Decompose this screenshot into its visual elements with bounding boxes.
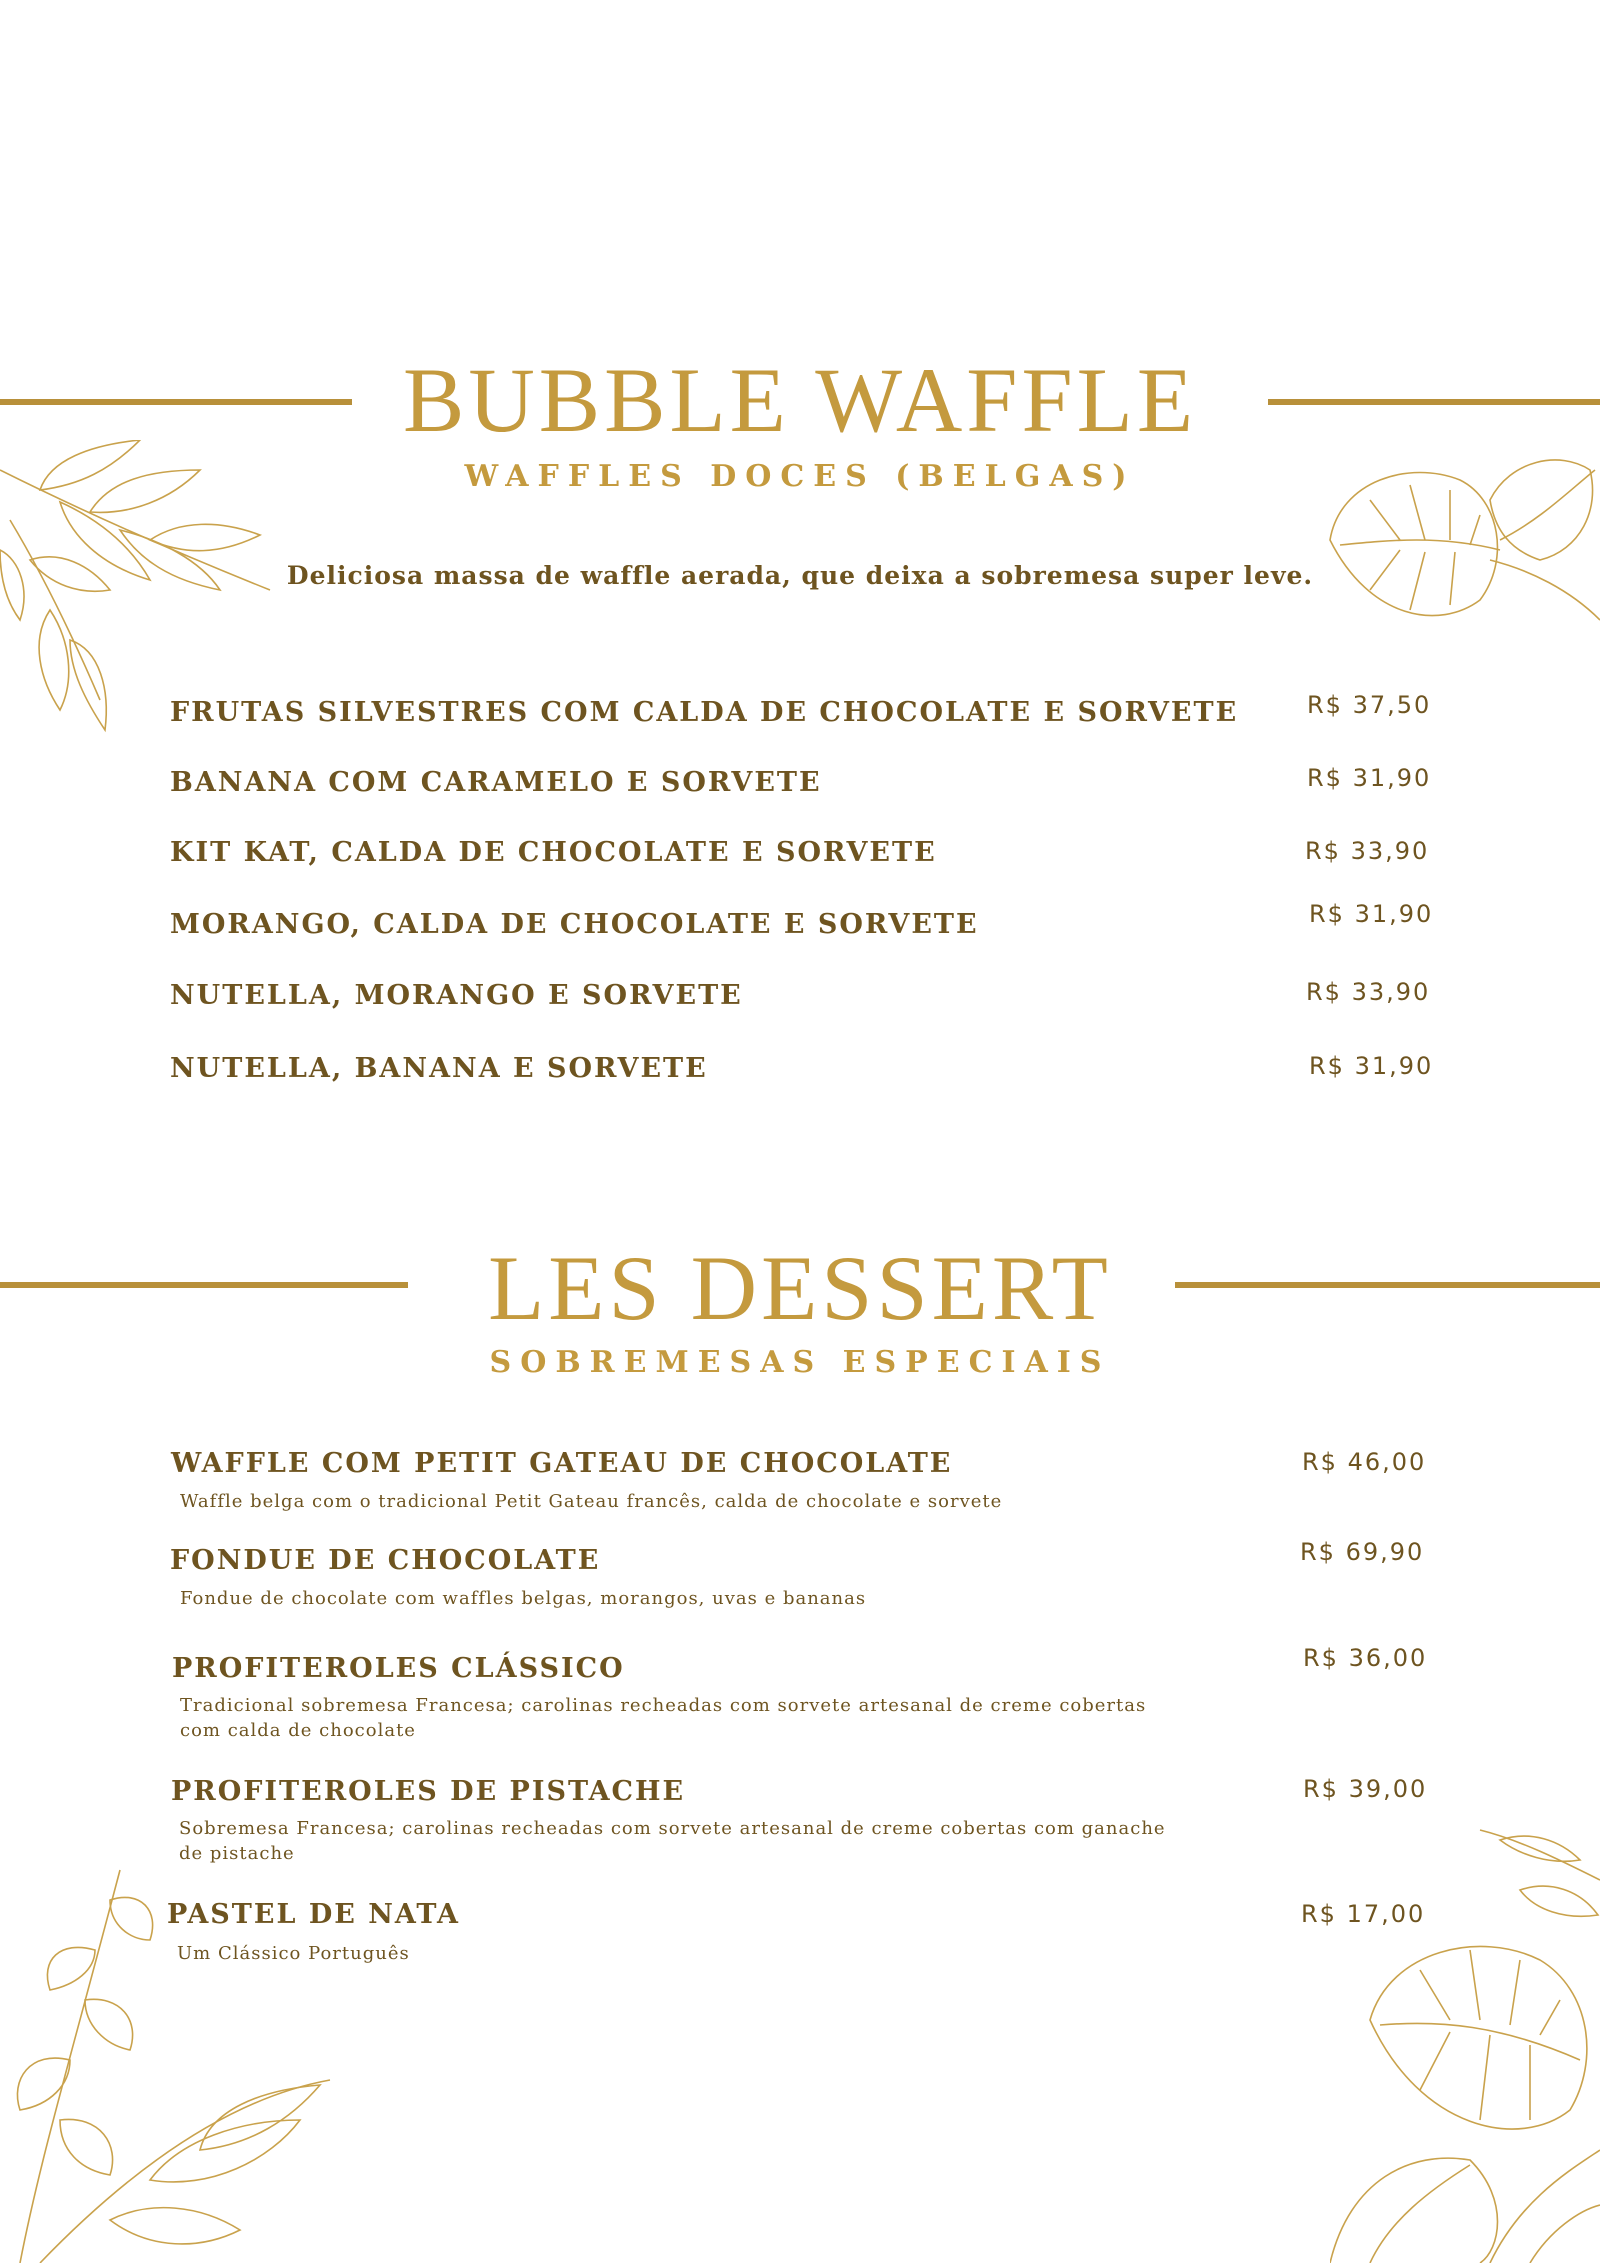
menu-item-price: R$ 31,90	[1309, 1052, 1434, 1080]
section-title: LES DESSERT	[488, 1237, 1112, 1339]
menu-item-price: R$ 33,90	[1306, 978, 1431, 1006]
menu-item-description: Fondue de chocolate com waffles belgas, morangos, uvas e bananas	[180, 1588, 867, 1609]
menu-item-description: Waffle belga com o tradicional Petit Gateau francês, calda de chocolate e sorvete	[180, 1491, 1003, 1512]
menu-item-price: R$ 46,00	[1302, 1448, 1427, 1476]
menu-item-name: WAFFLE COM PETIT GATEAU DE CHOCOLATE	[171, 1448, 953, 1479]
section-subtitle: SOBREMESAS ESPECIAIS	[489, 1345, 1111, 1380]
section-subtitle: WAFFLES DOCES (BELGAS)	[464, 459, 1136, 494]
menu-item-name: PASTEL DE NATA	[167, 1899, 460, 1930]
menu-item-name: NUTELLA, MORANGO E SORVETE	[170, 980, 743, 1011]
menu-item-name: FONDUE DE CHOCOLATE	[170, 1545, 601, 1576]
menu-item-name: PROFITEROLES DE PISTACHE	[171, 1776, 686, 1807]
menu-item-description: Sobremesa Francesa; carolinas recheadas com sorvete artesanal de creme cobertas com ganache de pistache	[179, 1818, 1166, 1864]
menu-item-description: Um Clássico Português	[177, 1943, 410, 1964]
monstera-leaf-bottom-right-icon	[1330, 1820, 1600, 2263]
menu-item-price: R$ 31,90	[1307, 764, 1432, 792]
menu-item-name: MORANGO, CALDA DE CHOCOLATE E SORVETE	[170, 909, 979, 940]
menu-item-price: R$ 31,90	[1309, 900, 1434, 928]
menu-item-name: NUTELLA, BANANA E SORVETE	[170, 1053, 708, 1084]
section-tagline: Deliciosa massa de waffle aerada, que deixa a sobremesa super leve.	[286, 561, 1314, 590]
menu-item-description: Tradicional sobremesa Francesa; carolinas recheadas com sorvete artesanal de creme cobertas com calda de chocolate	[180, 1695, 1147, 1741]
section-title: BUBBLE WAFFLE	[402, 349, 1198, 451]
menu-item-name: PROFITEROLES CLÁSSICO	[172, 1653, 625, 1684]
menu-item-price: R$ 36,00	[1303, 1644, 1428, 1672]
menu-item-name: KIT KAT, CALDA DE CHOCOLATE E SORVETE	[170, 837, 937, 868]
menu-item-price: R$ 17,00	[1301, 1900, 1426, 1928]
menu-item-name: BANANA COM CARAMELO E SORVETE	[170, 767, 822, 798]
menu-item-price: R$ 33,90	[1305, 837, 1430, 865]
menu-item-price: R$ 39,00	[1303, 1775, 1428, 1803]
menu-item-price: R$ 37,50	[1307, 691, 1432, 719]
menu-item-name: FRUTAS SILVESTRES COM CALDA DE CHOCOLATE E SORVETE	[170, 697, 1239, 728]
menu-item-price: R$ 69,90	[1300, 1538, 1425, 1566]
